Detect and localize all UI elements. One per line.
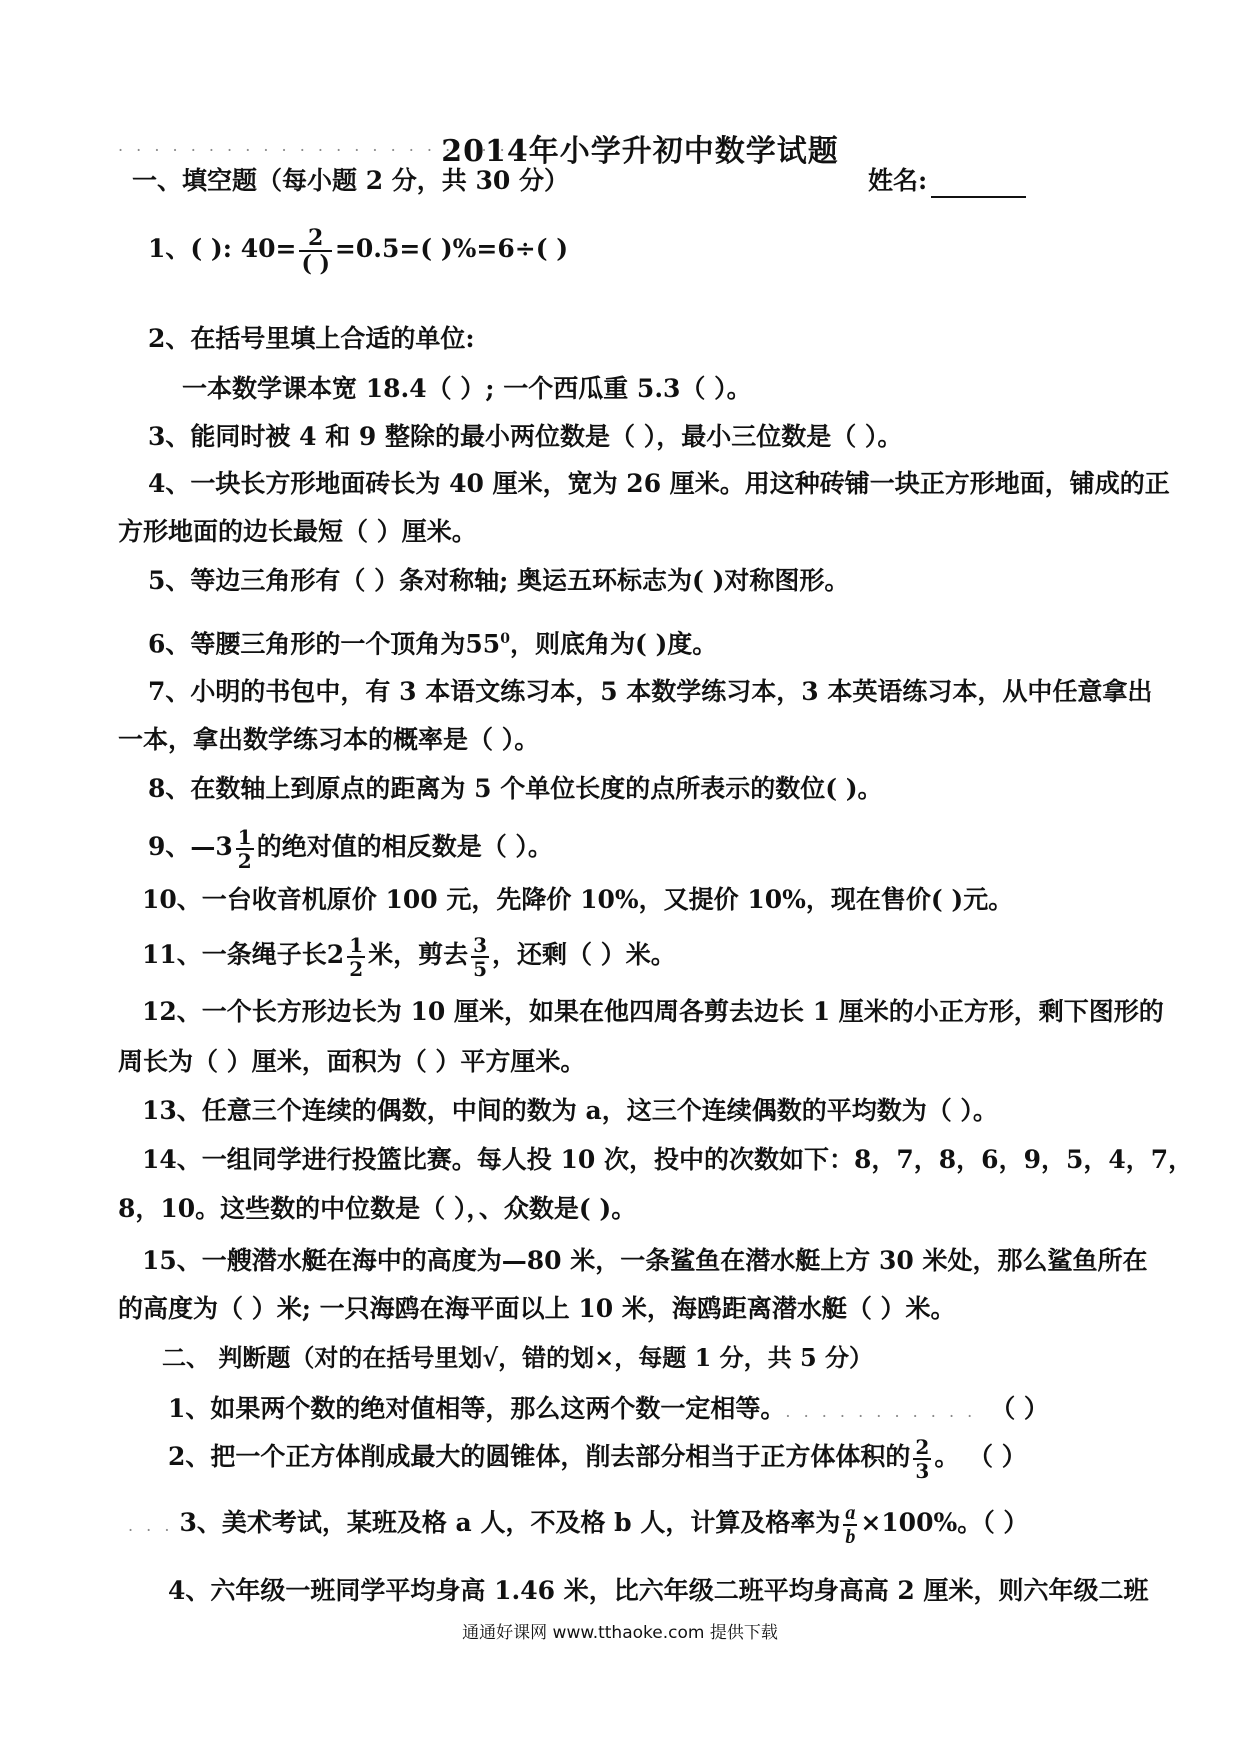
question-2-line2: 一本数学课本宽 18.4（ ）; 一个西瓜重 5.3（ ）。 [182,374,752,403]
j2-fraction [913,1436,931,1482]
q9-numerator: 1 [237,824,252,849]
j3-numerator: a [845,1501,856,1524]
j3-fraction [843,1502,857,1548]
q1-numerator: 2 [299,226,331,252]
question-4-line1: 4、一块长方形地面砖长为 40 厘米，宽为 26 厘米。用这种砖铺一块正方形地面，铺成的正 [148,469,1170,498]
question-4-line2: 方形地面的边长最短（ ）厘米。 [118,517,477,546]
section1-heading: 一、填空题（每小题 2 分，共 30 分） [132,166,570,195]
judge-1 [168,1392,1049,1429]
j2-text: 2、把一个正方体削成最大的圆锥体，削去部分相当于正方体体积的 [168,1442,911,1471]
q11-numerator-2: 3 [473,932,488,957]
q11-denominator-1: 2 [349,956,364,981]
question-14-line1: 14、一组同学进行投篮比赛。每人投 10 次，投中的次数如下：8，7，8，6，9，5，4，7， [142,1145,1194,1174]
q1-part-a: 1、( ): 40= [148,234,297,263]
q11-part-a: 11、一条绳子长2 [142,940,345,969]
question-15-line1: 15、一艘潜水艇在海中的高度为—80 米，一条鲨鱼在潜水艇上方 30 米处，那么鲨鱼所在 [142,1246,1148,1275]
name-field [868,164,1026,198]
q1-part-b: =0.5=( )%=6÷( ) [334,234,569,263]
q9-part-a: 9、—3 [148,832,233,861]
q9-fraction [236,826,254,872]
question-3: 3、能同时被 4 和 9 整除的最小两位数是（ ），最小三位数是（ ）。 [148,422,903,451]
question-10: 10、一台收音机原价 100 元，先降价 10%，又提价 10%，现在售价( )元。 [142,885,1014,914]
question-14-line2: 8，10。这些数的中位数是（ ），、众数是( )。 [118,1194,637,1223]
j2-tail[interactable]: 。 （ ） [934,1442,1027,1471]
question-8: 8、在数轴上到原点的距离为 5 个单位长度的点所表示的数位( )。 [148,774,883,803]
section2-heading: 二、 判断题（对的在括号里划√，错的划×，每题 1 分，共 5 分） [162,1343,874,1372]
j3-tail[interactable]: ×100%。（ ） [860,1508,1029,1537]
q11-part-c: ，还剩（ ）米。 [492,940,676,969]
q11-fraction-1 [347,934,365,980]
name-label: 姓名: [868,166,928,195]
j2-denominator: 3 [915,1458,930,1483]
q9-part-b: 的绝对值的相反数是（ ）。 [256,832,553,861]
judge-3 [128,1494,1028,1555]
question-13: 13、任意三个连续的偶数，中间的数为 a，这三个连续偶数的平均数为（ ）。 [142,1096,998,1125]
question-1 [148,220,568,278]
question-9 [148,818,553,876]
q9-denominator: 2 [237,848,252,873]
j1-leader-dots: . . . . . . . . . . . [785,1402,977,1421]
question-11 [142,926,676,984]
q11-denominator-2: 5 [473,956,488,981]
j3-text: 3、美术考试，某班及格 a 人，不及格 b 人，计算及格率为 [179,1508,841,1537]
question-12-line1: 12、一个长方形边长为 10 厘米，如果在他四周各剪去边长 1 厘米的小正方形，剩下图形的 [142,997,1164,1026]
question-5: 5、等边三角形有（ ）条对称轴; 奥运五环标志为( )对称图形。 [148,566,850,595]
j1-answer-paren[interactable]: （ ） [990,1394,1049,1423]
question-6 [148,622,717,661]
question-15-line2: 的高度为（ ）米; 一只海鸥在海平面以上 10 米，海鸥距离潜水艇（ ）米。 [118,1294,956,1323]
j3-denominator: b [845,1525,856,1548]
q6-part-a: 6、等腰三角形的一个顶角为55 [148,629,501,659]
question-7-line2: 一本，拿出数学练习本的概率是（ ）。 [118,725,540,754]
q1-fraction [299,226,331,276]
q1-denominator: ( ) [301,250,330,277]
question-12-line2: 周长为（ ）厘米，面积为（ ）平方厘米。 [118,1047,586,1076]
question-7-line1: 7、小明的书包中，有 3 本语文练习本，5 本数学练习本，3 本英语练习本，从中任意拿出 [148,677,1153,706]
name-blank[interactable] [931,168,1026,198]
page-title: 2014年小学升初中数学试题 [441,134,839,169]
q11-fraction-2 [471,934,489,980]
judge-4: 4、六年级一班同学平均身高 1.46 米，比六年级二班平均身高高 2 厘米，则六年级二班 [168,1576,1149,1605]
question-2-line1: 2、在括号里填上合适的单位: [148,324,475,353]
judge-2 [168,1428,1027,1486]
q6-part-b: ，则底角为( )度。 [509,629,718,659]
title-leader-dots: . . . . . . . . . . . . . . . . . . . . . . . [118,136,527,155]
footer-source: 通通好课网 www.tthaoke.com 提供下载 [462,1623,778,1643]
j3-leader-dots: . . . [128,1516,174,1535]
q11-part-b: 米，剪去 [368,940,469,969]
q6-degree-sup: 0 [500,631,510,647]
j1-text: 1、如果两个数的绝对值相等，那么这两个数一定相等。 [168,1394,786,1423]
q11-numerator-1: 1 [349,932,364,957]
j2-numerator: 2 [915,1434,930,1459]
